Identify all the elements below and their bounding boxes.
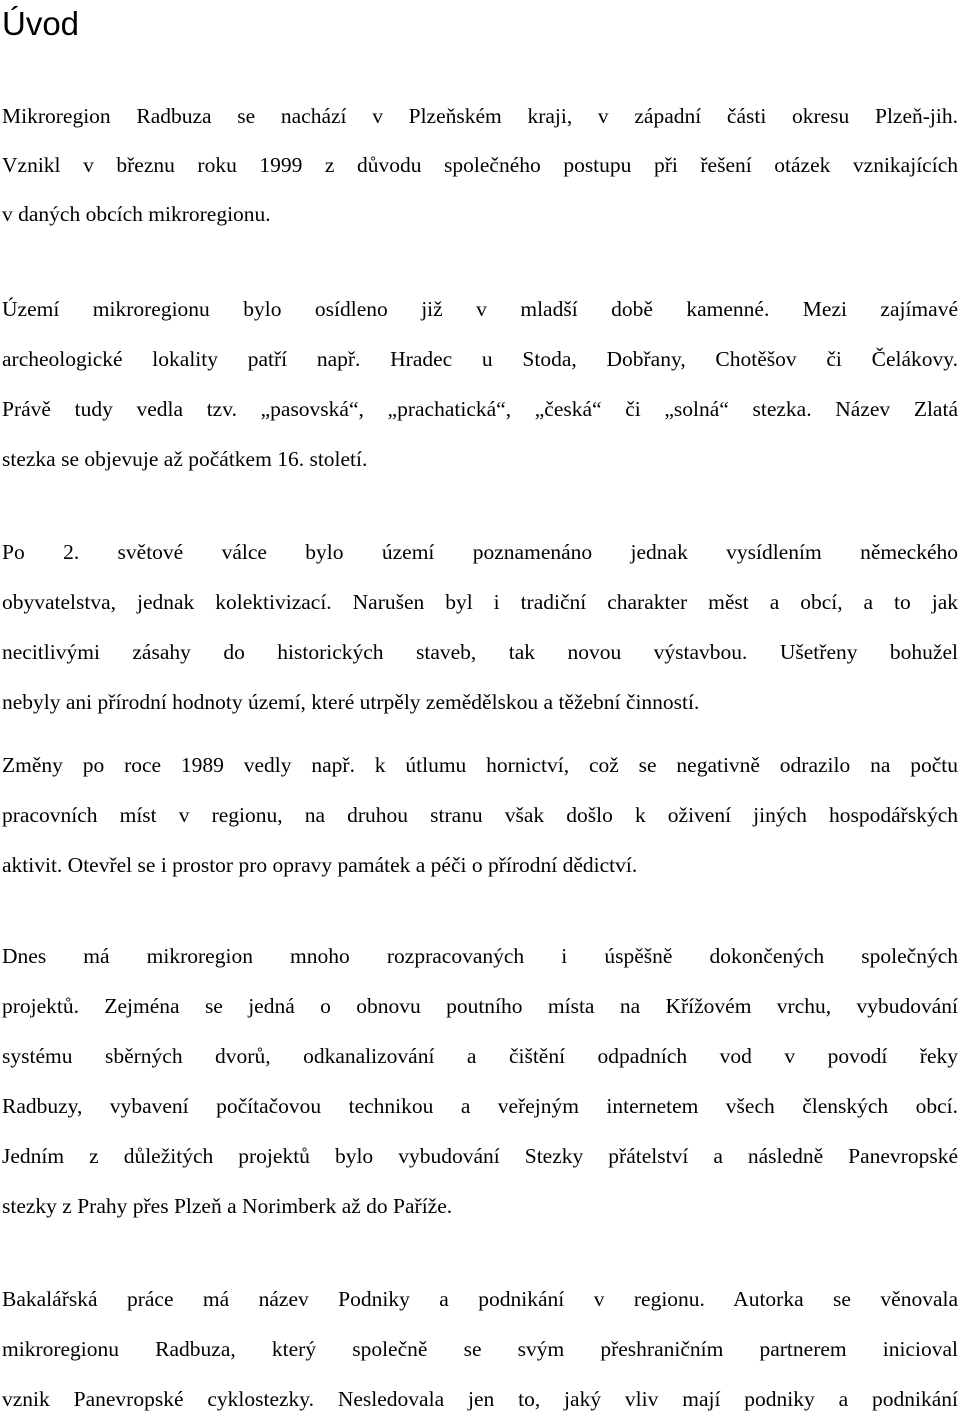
paragraph-line: Radbuzy, vybavení počítačovou technikou a veřejným internetem všech členských obcí. bbox=[2, 1094, 958, 1118]
paragraph-line: Bakalářská práce má název Podniky a podnikání v regionu. Autorka se věnovala bbox=[2, 1287, 958, 1311]
paragraph-line: Dnes má mikroregion mnoho rozpracovaných i úspěšně dokončených společných bbox=[2, 944, 958, 968]
paragraph-line: archeologické lokality patří např. Hradec u Stoda, Dobřany, Chotěšov či Čelákovy. bbox=[2, 347, 958, 371]
paragraph-line: pracovních míst v regionu, na druhou stranu však došlo k oživení jiných hospodářských bbox=[2, 803, 958, 827]
paragraph-6 bbox=[2, 1274, 958, 1424]
paragraph-line: systému sběrných dvorů, odkanalizování a čištění odpadních vod v povodí řeky bbox=[2, 1044, 958, 1068]
paragraph-line: aktivit. Otevřel se i prostor pro opravy památek a péči o přírodní dědictví. bbox=[2, 853, 638, 877]
paragraph-line: Území mikroregionu bylo osídleno již v mladší době kamenné. Mezi zajímavé bbox=[2, 297, 958, 321]
paragraph-1 bbox=[2, 92, 958, 239]
paragraph-line: Jedním z důležitých projektů bylo vybudování Stezky přátelství a následně Panevropské bbox=[2, 1144, 958, 1168]
paragraph-line: stezky z Prahy přes Plzeň a Norimberk až do Paříže. bbox=[2, 1194, 453, 1218]
paragraph-line: vznik Panevropské cyklostezky. Nesledovala jen to, jaký vliv mají podniky a podnikání bbox=[2, 1387, 958, 1411]
paragraph-line: necitlivými zásahy do historických staveb, tak novou výstavbou. Ušetřeny bohužel bbox=[2, 640, 958, 664]
paragraph-line: Mikroregion Radbuza se nachází v Plzeňském kraji, v západní části okresu Plzeň-jih. bbox=[2, 104, 958, 128]
paragraph-line: v daných obcích mikroregionu. bbox=[2, 202, 271, 226]
paragraph-line: Právě tudy vedla tzv. „pasovská“, „prachatická“, „česká“ či „solná“ stezka. Název Zlatá bbox=[2, 397, 958, 421]
paragraph-5 bbox=[2, 931, 958, 1231]
paragraph-line: Změny po roce 1989 vedly např. k útlumu hornictví, což se negativně odrazilo na počtu bbox=[2, 753, 958, 777]
paragraph-line: obyvatelstva, jednak kolektivizací. Narušen byl i tradiční charakter měst a obcí, a to jak bbox=[2, 590, 958, 614]
paragraph-line: projektů. Zejména se jedná o obnovu poutního místa na Křížovém vrchu, vybudování bbox=[2, 994, 958, 1018]
paragraph-line: nebyly ani přírodní hodnoty území, které utrpěly zemědělskou a těžební činností. bbox=[2, 690, 700, 714]
paragraph-line: stezka se objevuje až počátkem 16. století. bbox=[2, 447, 368, 471]
paragraph-4 bbox=[2, 740, 958, 890]
page-title: Úvod bbox=[2, 5, 80, 42]
paragraph-2 bbox=[2, 284, 958, 484]
paragraph-3 bbox=[2, 527, 958, 727]
paragraph-line: Po 2. světové válce bylo území poznamenáno jednak vysídlením německého bbox=[2, 540, 958, 564]
paragraph-line: Vznikl v březnu roku 1999 z důvodu společného postupu při řešení otázek vznikajících bbox=[2, 153, 958, 177]
paragraph-line: mikroregionu Radbuza, který společně se svým přeshraničním partnerem inicioval bbox=[2, 1337, 958, 1361]
